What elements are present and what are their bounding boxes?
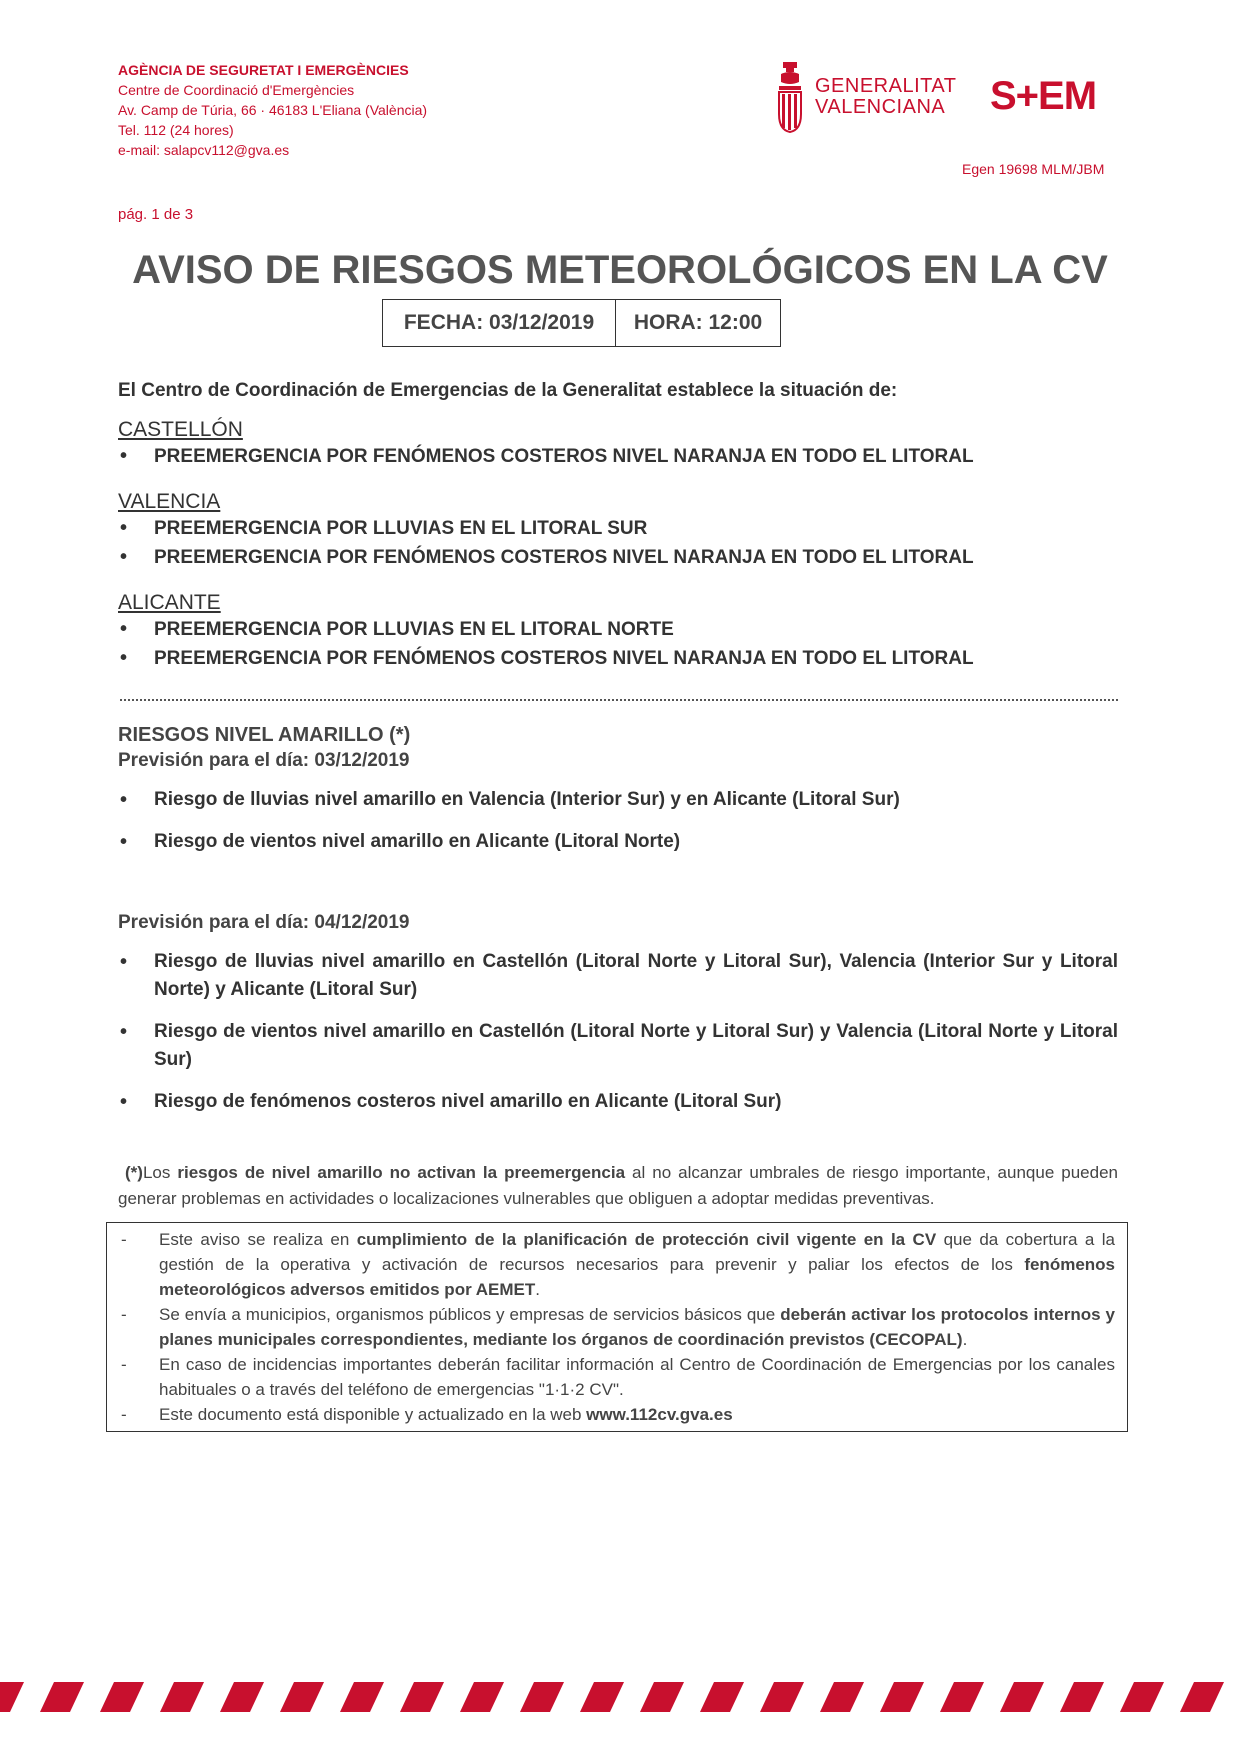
list-item: • PREEMERGENCIA POR LLUVIAS EN EL LITORAL NORTE (118, 615, 1118, 644)
info-item (119, 1402, 1115, 1427)
hour-field: HORA: 12:00 (633, 311, 763, 334)
hazard-stripe (580, 1682, 624, 1712)
generalitat-logo (775, 60, 956, 134)
document-title: AVISO DE RIESGOS METEOROLÓGICOS EN LA CV (132, 248, 1108, 292)
generalitat-emblem-icon (775, 60, 805, 134)
list-item: • Riesgo de fenómenos costeros nivel amarillo en Alicante (Litoral Sur) (118, 1088, 1118, 1116)
info-box (106, 1222, 1128, 1432)
list-item: • PREEMERGENCIA POR FENÓMENOS COSTEROS NIVEL NARANJA EN TODO EL LITORAL (118, 644, 1118, 673)
hazard-stripe (700, 1682, 744, 1712)
dotted-divider (120, 699, 1118, 701)
list-item: • Riesgo de vientos nivel amarillo en Alicante (Litoral Norte) (118, 828, 1118, 856)
region-name: VALENCIA (118, 490, 221, 513)
list-item: • PREEMERGENCIA POR LLUVIAS EN EL LITORAL SUR (118, 514, 1118, 543)
website-link: www.112cv.gva.es (586, 1405, 733, 1424)
hazard-stripe (880, 1682, 924, 1712)
hazard-stripe (340, 1682, 384, 1712)
hazard-stripe (460, 1682, 504, 1712)
info-bold: deberán activar los protocolos internos y planes municipales correspondientes, mediante los órganos de coordinación previstos (CECOPAL) (159, 1305, 1116, 1349)
agency-address: Av. Camp de Túria, 66 · 46183 L'Eliana (València) (118, 102, 428, 118)
info-bold: cumplimiento de la planificación de protección civil vigente en la CV (356, 1230, 937, 1249)
info-item (119, 1352, 1115, 1402)
forecast-day-1 (118, 750, 1118, 856)
info-text: Se envía a municipios, organismos públicos y empresas de servicios básicos que (159, 1305, 781, 1324)
info-text: Este aviso se realiza en (159, 1230, 357, 1249)
note-text-a: Los (142, 1163, 178, 1182)
hazard-stripe (520, 1682, 564, 1712)
date-box (382, 299, 781, 347)
info-item (119, 1227, 1115, 1302)
document-reference: Egen 19698 MLM/JBM (962, 161, 1105, 177)
note-star: (*) (125, 1163, 143, 1182)
info-text: . (535, 1280, 541, 1299)
hazard-stripe (820, 1682, 864, 1712)
forecast-label: Previsión para el día: 03/12/2019 (118, 750, 410, 771)
forecast-day-2 (118, 912, 1118, 1116)
list-item: • Riesgo de lluvias nivel amarillo en Valencia (Interior Sur) y en Alicante (Litoral Sur) (118, 786, 1118, 814)
hazard-stripe (1000, 1682, 1044, 1712)
region-alicante (118, 591, 1118, 673)
hazard-stripe (220, 1682, 264, 1712)
info-text: En caso de incidencias importantes deberán facilitar información al Centro de Coordinación de Emergencias por los canales habituales o a través del teléfono de emergencias "1·1·2 CV". (159, 1355, 1115, 1399)
hazard-stripe (760, 1682, 804, 1712)
hazard-stripe (1180, 1682, 1224, 1712)
hazard-stripe (100, 1682, 144, 1712)
region-name: ALICANTE (118, 591, 221, 614)
agency-phone: Tel. 112 (24 hores) (118, 122, 234, 138)
forecast-label: Previsión para el día: 04/12/2019 (118, 912, 410, 933)
agency-name: AGÈNCIA DE SEGURETAT I EMERGÈNCIES (118, 62, 409, 78)
region-valencia (118, 490, 1118, 572)
hazard-stripe-footer (0, 1682, 1240, 1712)
region-castellon (118, 418, 1118, 471)
list-item: • PREEMERGENCIA POR FENÓMENOS COSTEROS NIVEL NARANJA EN TODO EL LITORAL (118, 543, 1118, 572)
page-number: pág. 1 de 3 (118, 206, 194, 223)
list-item: • Riesgo de vientos nivel amarillo en Castellón (Litoral Norte y Litoral Sur) y Valencia (Litoral Norte y Litoral Sur) (118, 1018, 1118, 1074)
yellow-risk-title: RIESGOS NIVEL AMARILLO (*) (118, 724, 411, 746)
gva-line-1: GENERALITAT (815, 75, 957, 97)
hazard-stripe (940, 1682, 984, 1712)
gva-line-2: VALENCIANA (815, 96, 946, 118)
hazard-stripe (640, 1682, 684, 1712)
info-bold: fenómenos meteorológicos adversos emitidos por AEMET (159, 1255, 1115, 1299)
region-name: CASTELLÓN (118, 418, 243, 441)
agency-header (118, 60, 427, 160)
hazard-stripe (1060, 1682, 1104, 1712)
info-text: Este documento está disponible y actualizado en la web (159, 1405, 587, 1424)
hazard-stripe (160, 1682, 204, 1712)
info-item (119, 1302, 1115, 1352)
agency-email: e-mail: salapcv112@gva.es (118, 142, 290, 158)
hazard-stripe (280, 1682, 324, 1712)
sem-logo: S+EM (990, 74, 1097, 118)
info-text: . (962, 1330, 968, 1349)
generalitat-wordmark (815, 76, 956, 118)
list-item: • Riesgo de lluvias nivel amarillo en Castellón (Litoral Norte y Litoral Sur), Valencia (Interior Sur y Litoral Norte) y Alicante (Litoral Sur) (118, 948, 1118, 1004)
hazard-stripe (0, 1682, 24, 1712)
info-text: que da cobertura a la gestión de la operativa y activación de recursos necesarios para prevenir y paliar los efectos de los (159, 1230, 1115, 1274)
yellow-note (118, 1160, 1118, 1212)
hazard-stripe (1120, 1682, 1164, 1712)
date-field: FECHA: 03/12/2019 (383, 300, 616, 346)
note-text-b: riesgos de nivel amarillo no activan la preemergencia (177, 1163, 626, 1182)
hazard-stripe (40, 1682, 84, 1712)
list-item: • PREEMERGENCIA POR FENÓMENOS COSTEROS NIVEL NARANJA EN TODO EL LITORAL (118, 442, 1118, 471)
intro-text: El Centro de Coordinación de Emergencias de la Generalitat establece la situación de: (118, 380, 898, 401)
hazard-stripe (400, 1682, 444, 1712)
note-text-c: al no alcanzar umbrales de riesgo importante, aunque pueden generar problemas en actividades o localizaciones vulnerables que obliguen a adoptar medidas preventivas. (118, 1163, 1118, 1208)
centre-name: Centre de Coordinació d'Emergències (118, 82, 355, 98)
